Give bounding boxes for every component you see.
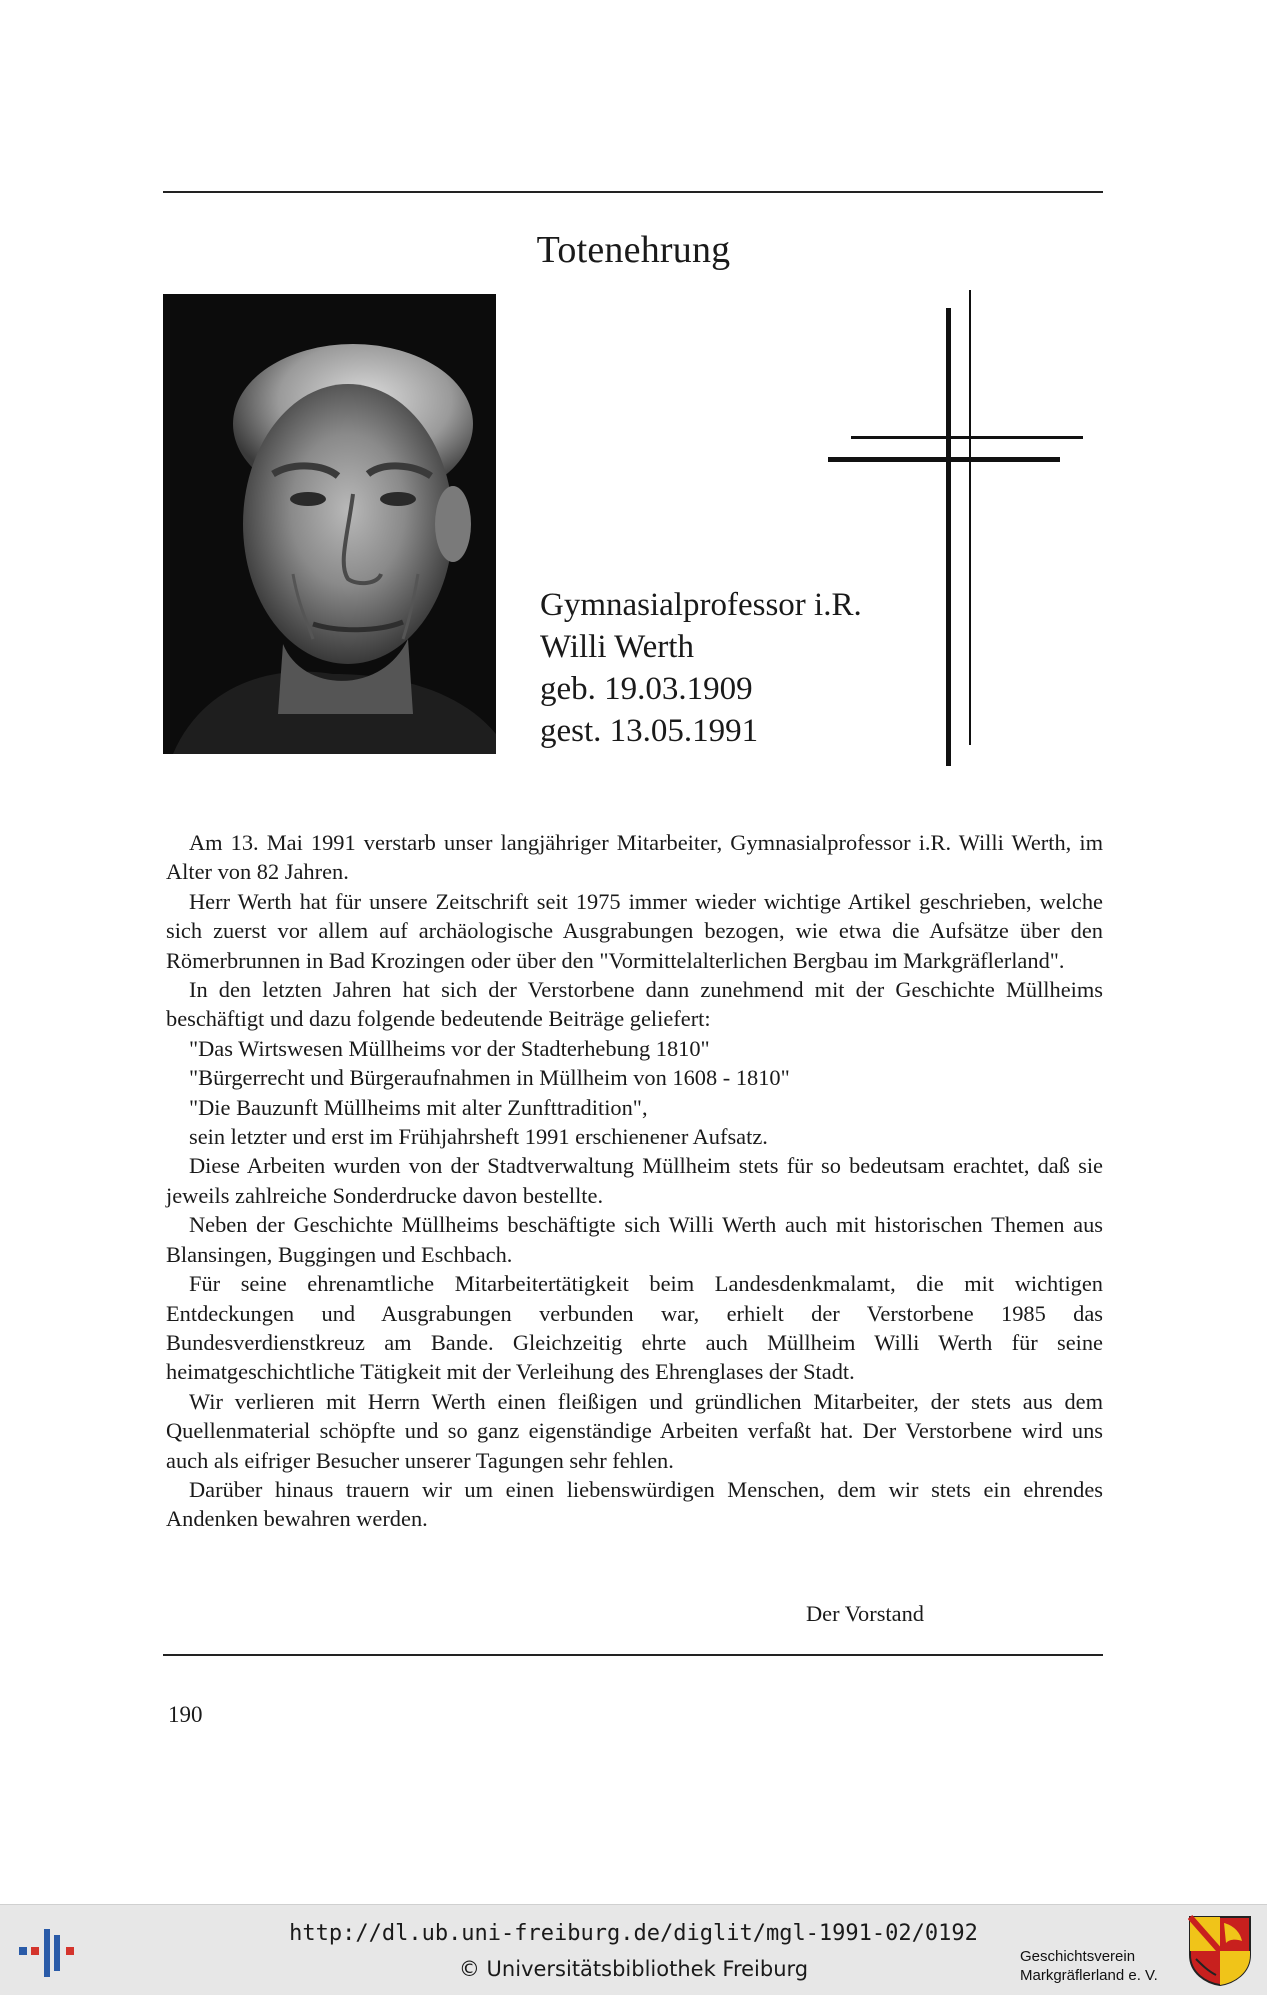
memorial-birth-line: geb. 19.03.1909	[540, 671, 753, 707]
memorial-death-line: gest. 13.05.1991	[540, 713, 759, 749]
paragraph: Für seine ehrenamtliche Mitarbeitertätigkeit beim Landesdenkmalamt, die mit wichtigen Entdeckungen und Ausgrabungen verbunden war, erhielt der Verstorbene 1985 das Bundesverdienstkreuz am Bande. Gleichzeitig ehrte auch Müllheim Willi Werth für seine heimatgeschichtliche Tätigkeit mit der Verleihung des Ehrenglases der Stadt.	[166, 1271, 1103, 1385]
paragraph: Neben der Geschichte Müllheims beschäftigte sich Willi Werth auch mit historischen Themen aus Blansingen, Buggingen und Eschbach.	[166, 1212, 1103, 1267]
paragraph: Darüber hinaus trauern wir um einen liebenswürdigen Menschen, dem wir stets ein ehrendes Andenken bewahren werden.	[166, 1476, 1103, 1532]
publication-line: "Die Bauzunft Müllheims mit alter Zunfttradition",	[189, 1094, 648, 1120]
paragraph: In den letzten Jahren hat sich der Verstorbene dann zunehmend mit der Geschichte Müllheims beschäftigt und dazu folgende bedeutende Beiträge geliefert:	[166, 977, 1103, 1032]
paragraph: Am 13. Mai 1991 verstarb unser langjähriger Mitarbeiter, Gymnasialprofessor i.R. Willi Werth, im Alter von 82 Jahren.	[166, 830, 1103, 885]
publication-line: sein letzter und erst im Frühjahrsheft 1991 erschienener Aufsatz.	[189, 1124, 768, 1150]
bottom-rule	[163, 1654, 1103, 1656]
society-name-line2: Markgräflerland e. V.	[1020, 1967, 1158, 1984]
portrait-image	[163, 294, 496, 754]
cross-horizontal-bar-thin	[851, 436, 1083, 439]
paragraph: Herr Werth hat für unsere Zeitschrift seit 1975 immer wieder wichtige Artikel geschrieben, welche sich zuerst vor allem auf archäologische Ausgrabungen bezogen, wie etwa die Aufsätze über den Römerbrunnen in Bad Krozingen oder über den "Vormittelalterlichen Bergbau im Markgräflerland".	[166, 888, 1103, 973]
cross-vertical-bar	[946, 308, 951, 766]
cross-vertical-bar-thin	[969, 290, 971, 745]
memorial-title-line: Gymnasialprofessor i.R.	[540, 587, 862, 623]
publication-line: "Bürgerrecht und Bürgeraufnahmen in Müllheim von 1608 - 1810"	[189, 1065, 790, 1091]
portrait-photo	[163, 294, 496, 754]
page-number: 190	[168, 1702, 203, 1727]
signature: Der Vorstand	[806, 1601, 924, 1626]
obituary-text	[166, 828, 1103, 1534]
society-name	[1020, 1947, 1158, 1985]
copyright-notice: © Universitätsbibliothek Freiburg	[458, 1957, 809, 1981]
publication-line: "Das Wirtswesen Müllheims vor der Stadterhebung 1810"	[189, 1035, 710, 1061]
memorial-name-block	[540, 584, 862, 752]
coat-of-arms-icon	[1188, 1915, 1252, 1987]
society-name-line1: Geschichtsverein	[1020, 1948, 1136, 1965]
permalink-url[interactable]: http://dl.ub.uni-freiburg.de/diglit/mgl-1991-02/0192	[289, 1921, 978, 1946]
page-title: Totenehrung	[536, 229, 731, 271]
paragraph: Diese Arbeiten wurden von der Stadtverwaltung Müllheim stets für so bedeutsam erachtet, daß sie jeweils zahlreiche Sonderdrucke davon bestellte.	[166, 1153, 1103, 1208]
cross-horizontal-bar	[828, 457, 1060, 462]
paragraph: Wir verlieren mit Herrn Werth einen fleißigen und gründlichen Mitarbeiter, der stets aus dem Quellenmaterial schöpfte und so ganz eigenständige Arbeiten verfaßt hat. Der Verstorbene wird uns auch als eifriger Besucher unserer Tagungen sehr fehlen.	[166, 1388, 1103, 1473]
viewer-footer	[0, 1904, 1267, 1995]
memorial-name-line: Willi Werth	[540, 629, 694, 665]
top-rule	[163, 191, 1103, 193]
